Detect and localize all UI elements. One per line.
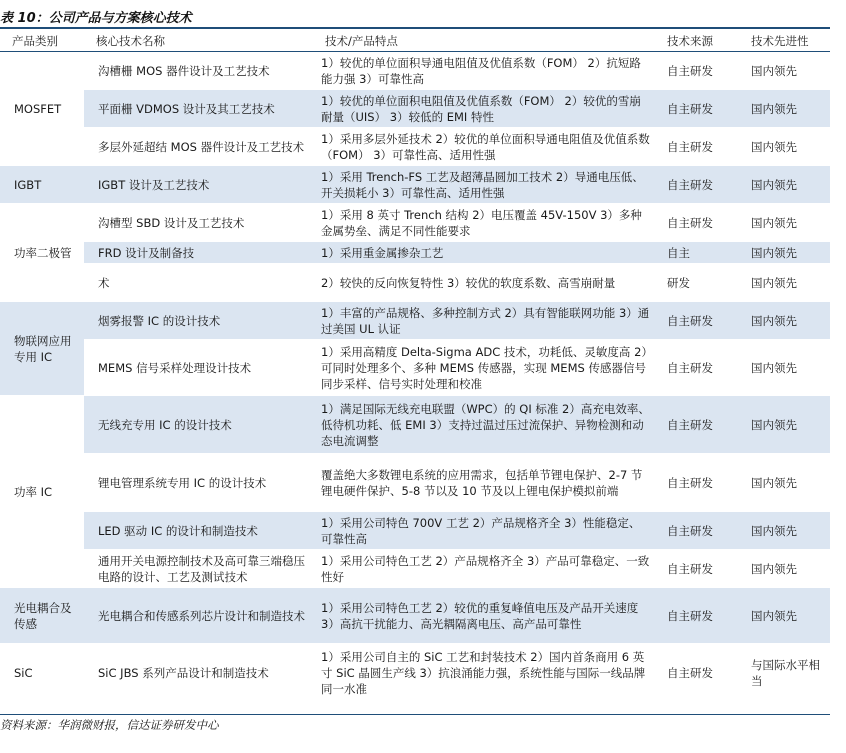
level-cell: 与国际水平相当 [739, 644, 830, 702]
header-category: 产品类别 [0, 30, 84, 52]
tech-name-cell: SiC JBS 系列产品设计和制造技术 [84, 644, 313, 702]
source-cell: 自主 [655, 242, 739, 264]
header-features: 技术/产品特点 [313, 30, 655, 52]
tech-name-cell: 烟雾报警 IC 的设计技术 [84, 302, 313, 340]
source-cell: 自主研发 [655, 52, 739, 90]
table-row [0, 302, 830, 340]
category-cell: SiC [0, 644, 84, 702]
level-cell: 国内领先 [739, 90, 830, 128]
table-row [0, 204, 830, 242]
tech-name-cell: 沟槽型 SBD 设计及工艺技术 [84, 204, 313, 242]
level-cell: 国内领先 [739, 204, 830, 242]
bottom-rule [0, 714, 830, 715]
table-row [0, 90, 830, 128]
features-cell: 1）采用高精度 Delta-Sigma ADC 技术，功耗低、灵敏度高 2）可同时处理多个、多种 MEMS 传感器，实现 MEMS 传感器信号同步采样、信号实时处理和校准 [313, 340, 655, 396]
table-row [0, 454, 830, 512]
level-cell: 国内领先 [739, 396, 830, 454]
features-cell: 1）满足国际无线充电联盟（WPC）的 QI 标准 2）高充电效率、低待机功耗、低 EMI 3）支持过温过压过流保护、异物检测和动态电流调整 [313, 396, 655, 454]
source-cell: 自主研发 [655, 396, 739, 454]
level-cell: 国内领先 [739, 340, 830, 396]
header-source: 技术来源 [655, 30, 739, 52]
features-cell: 1）较优的单位面积导通电阻值及优值系数（FOM） 2）抗短路能力强 3）可靠性高 [313, 52, 655, 90]
table-body [0, 52, 830, 702]
tech-name-cell: LED 驱动 IC 的设计和制造技术 [84, 512, 313, 550]
category-cell: IGBT [0, 166, 84, 204]
tech-name-cell: MEMS 信号采样处理设计技术 [84, 340, 313, 396]
features-cell: 1）采用多层外延技术 2）较优的单位面积导通电阻值及优值系数（FOM） 3）可靠性高、适用性强 [313, 128, 655, 166]
features-cell: 1）丰富的产品规格、多种控制方式 2）具有智能联网功能 3）通过美国 UL 认证 [313, 302, 655, 340]
source-cell: 自主研发 [655, 204, 739, 242]
level-cell: 国内领先 [739, 128, 830, 166]
source-cell: 自主研发 [655, 454, 739, 512]
source-cell: 研发 [655, 264, 739, 302]
tech-name-cell: 光电耦合和传感系列芯片设计和制造技术 [84, 588, 313, 644]
table-title: 表 10：公司产品与方案核心技术 [0, 11, 192, 26]
level-cell: 国内领先 [739, 242, 830, 264]
table-row [0, 588, 830, 644]
category-cell: 物联网应用专用 IC [0, 302, 84, 396]
source-cell: 自主研发 [655, 166, 739, 204]
table-row [0, 242, 830, 264]
level-cell: 国内领先 [739, 588, 830, 644]
level-cell: 国内领先 [739, 166, 830, 204]
top-rule [0, 27, 830, 29]
table-row [0, 396, 830, 454]
table-row [0, 128, 830, 166]
category-cell: 功率 IC [0, 396, 84, 588]
source-cell: 自主研发 [655, 550, 739, 588]
tech-name-cell: 多层外延超结 MOS 器件设计及工艺技术 [84, 128, 313, 166]
features-cell: 1）采用公司自主的 SiC 工艺和封装技术 2）国内首条商用 6 英寸 SiC 晶圆生产线 3）抗浪涌能力强，系统性能与国际一线品牌同一水准 [313, 644, 655, 702]
source-cell: 自主研发 [655, 90, 739, 128]
level-cell: 国内领先 [739, 264, 830, 302]
tech-name-cell: 锂电管理系统专用 IC 的设计技术 [84, 454, 313, 512]
tech-name-cell: 沟槽栅 MOS 器件设计及工艺技术 [84, 52, 313, 90]
tech-name-cell: 平面栅 VDMOS 设计及其工艺技术 [84, 90, 313, 128]
table-row [0, 550, 830, 588]
core-technology-table [0, 30, 830, 702]
features-cell: 1）采用重金属掺杂工艺 [313, 242, 655, 264]
features-cell: 1）采用公司特色工艺 2）产品规格齐全 3）产品可靠稳定、一致性好 [313, 550, 655, 588]
tech-name-cell: FRD 设计及制备技 [84, 242, 313, 264]
tech-name-cell: 术 [84, 264, 313, 302]
level-cell: 国内领先 [739, 512, 830, 550]
category-cell: MOSFET [0, 52, 84, 166]
features-cell: 1）采用公司特色 700V 工艺 2）产品规格齐全 3）性能稳定、可靠性高 [313, 512, 655, 550]
level-cell: 国内领先 [739, 302, 830, 340]
header-tech-name: 核心技术名称 [84, 30, 313, 52]
source-cell: 自主研发 [655, 512, 739, 550]
level-cell: 国内领先 [739, 454, 830, 512]
header-level: 技术先进性 [739, 30, 830, 52]
features-cell: 1）采用 Trench-FS 工艺及超薄晶圆加工技术 2）导通电压低、开关损耗小 3）可靠性高、适用性强 [313, 166, 655, 204]
table-row [0, 264, 830, 302]
source-cell: 自主研发 [655, 644, 739, 702]
table-row [0, 644, 830, 702]
tech-name-cell: 通用开关电源控制技术及高可靠三端稳压电路的设计、工艺及测试技术 [84, 550, 313, 588]
category-cell: 功率二极管 [0, 204, 84, 302]
features-cell: 1）较优的单位面积电阻值及优值系数（FOM） 2）较优的雪崩耐量（UIS） 3）较低的 EMI 特性 [313, 90, 655, 128]
features-cell: 1）采用公司特色工艺 2）较优的重复峰值电压及产品开关速度 3）高抗干扰能力、高光耦隔离电压、高产品可靠性 [313, 588, 655, 644]
header-row [0, 30, 830, 52]
source-note: 资料来源：华润微财报，信达证券研发中心 [0, 718, 219, 732]
table-row [0, 512, 830, 550]
table-row [0, 166, 830, 204]
source-cell: 自主研发 [655, 128, 739, 166]
level-cell: 国内领先 [739, 550, 830, 588]
features-cell: 2）较快的反向恢复特性 3）较优的软度系数、高雪崩耐量 [313, 264, 655, 302]
tech-name-cell: 无线充专用 IC 的设计技术 [84, 396, 313, 454]
source-cell: 自主研发 [655, 340, 739, 396]
features-cell: 覆盖绝大多数锂电系统的应用需求，包括单节锂电保护、2-7 节锂电硬件保护、5-8 节以及 10 节及以上锂电保护模拟前端 [313, 454, 655, 512]
features-cell: 1）采用 8 英寸 Trench 结构 2）电压覆盖 45V-150V 3）多种金属势垒、满足不同性能要求 [313, 204, 655, 242]
table-row [0, 340, 830, 396]
tech-name-cell: IGBT 设计及工艺技术 [84, 166, 313, 204]
source-cell: 自主研发 [655, 302, 739, 340]
source-cell: 自主研发 [655, 588, 739, 644]
category-cell: 光电耦合及传感 [0, 588, 84, 644]
table-row [0, 52, 830, 90]
level-cell: 国内领先 [739, 52, 830, 90]
